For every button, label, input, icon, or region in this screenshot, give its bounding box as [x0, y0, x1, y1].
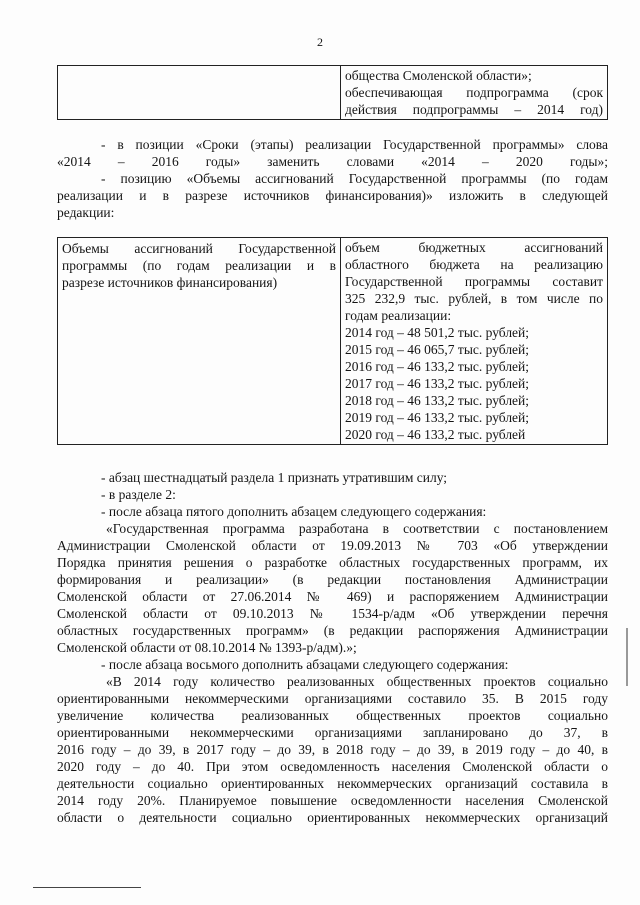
table-line: Объемы ассигнований Государственной — [62, 241, 336, 256]
amendment-paragraphs-b — [57, 469, 608, 826]
paragraph-line: - позицию «Объемы ассигнований Государственной программы (по годам — [101, 171, 608, 186]
table-line: обеспечивающая подпрограмма (срок — [345, 85, 603, 100]
table-row — [58, 238, 608, 445]
paragraph-line: Смоленской области от 09.10.2013 № 1534-р/адм «Об утверждении перечня — [57, 606, 608, 621]
footnote-divider — [33, 887, 141, 888]
paragraph-line: Смоленской области от 27.06.2014 № 469) и распоряжением Администрации — [57, 589, 608, 604]
table-line: областного бюджета на реализацию — [345, 257, 603, 272]
paragraph-line: области о деятельности социально ориентированных некоммерческих организаций — [57, 810, 608, 825]
table-line: программы (по годам реализации и в — [62, 258, 336, 273]
table-line: годам реализации: — [345, 308, 452, 323]
table-line: Государственной программы составит — [345, 274, 603, 289]
table-cell-position-name — [58, 238, 341, 445]
table-line: объем бюджетных ассигнований — [345, 240, 603, 255]
paragraph-line: «Государственная программа разработана в соответствии с постановлением — [106, 521, 608, 536]
paragraph-line: ориентированными некоммерческими организациями запланировано до 37, в — [57, 725, 608, 740]
table-line: 325 232,9 тыс. рублей, в том числе по — [345, 291, 603, 306]
budget-year-line: 2020 год – 46 133,2 тыс. рублей — [345, 427, 526, 442]
table-line: общества Смоленской области»; — [345, 68, 532, 83]
paragraph-line: «2014 – 2016 годы» заменить словами «2014 – 2020 годы»; — [57, 154, 608, 169]
paragraph-line: увеличение количества реализованных общественных проектов социально — [57, 708, 608, 723]
page-number: 2 — [317, 35, 323, 49]
paragraph-line: 2014 году 20%. Планируемое повышение осведомленности населения Смоленской — [57, 793, 608, 808]
paragraph-line: областных государственных программ» (в редакции распоряжения Администрации — [57, 623, 608, 638]
budget-year-line: 2018 год – 46 133,2 тыс. рублей; — [345, 393, 530, 408]
paragraph-line: - после абзаца восьмого дополнить абзацами следующего содержания: — [101, 657, 509, 672]
table-line: разрезе источников финансирования) — [62, 275, 278, 290]
budget-year-line: 2019 год – 46 133,2 тыс. рублей; — [345, 410, 530, 425]
budget-year-line: 2014 год – 48 501,2 тыс. рублей; — [345, 325, 530, 340]
table-line: действия подпрограммы – 2014 год) — [345, 102, 603, 117]
paragraph-line: Администрации Смоленской области от 19.09.2013 № 703 «Об утверждении — [57, 538, 608, 553]
paragraph-line: формирования и реализации» (в редакции постановления Администрации — [57, 572, 608, 587]
table-cell-position-value — [341, 238, 608, 445]
paragraph-line: - в разделе 2: — [101, 487, 176, 502]
table-cell-right — [341, 66, 608, 120]
budget-year-line: 2016 год – 46 133,2 тыс. рублей; — [345, 359, 530, 374]
amendment-paragraphs-a — [57, 136, 608, 221]
scan-artifact-mark — [626, 628, 628, 686]
paragraph-line: - после абзаца пятого дополнить абзацем следующего содержания: — [101, 504, 487, 519]
paragraph-line: реализации и в разрезе источников финансирования)» изложить в следующей — [57, 188, 608, 203]
paragraph-line: деятельности социально ориентированных некоммерческих организаций составила в — [57, 776, 608, 791]
table-cell-left-empty — [58, 66, 341, 120]
paragraph-line: «В 2014 году количество реализованных общественных проектов социально — [106, 674, 608, 689]
paragraph-line: 2020 году – до 40. При этом осведомленность населения Смоленской области о — [57, 759, 608, 774]
budget-year-line: 2017 год – 46 133,2 тыс. рублей; — [345, 376, 530, 391]
paragraph-line: Порядка принятия решения о разработке областных государственных программ, их — [57, 555, 608, 570]
paragraph-line: - абзац шестнадцатый раздела 1 признать утратившим силу; — [101, 470, 448, 485]
paragraph-line: ориентированными некоммерческими организациями составило 35. В 2015 году — [57, 691, 608, 706]
table-budget-allocations — [57, 237, 608, 445]
table-subprogram-continuation — [57, 65, 608, 120]
paragraph-line: Смоленской области от 08.10.2014 № 1393-р/адм).»; — [57, 640, 357, 655]
paragraph-line: редакции: — [57, 205, 115, 220]
table-row — [58, 66, 608, 120]
budget-year-line: 2015 год – 46 065,7 тыс. рублей; — [345, 342, 530, 357]
paragraph-line: - в позиции «Сроки (этапы) реализации Государственной программы» слова — [101, 137, 608, 152]
paragraph-line: 2016 году – до 39, в 2017 году – до 39, в 2018 году – до 39, в 2019 году – до 40, в — [57, 742, 608, 757]
